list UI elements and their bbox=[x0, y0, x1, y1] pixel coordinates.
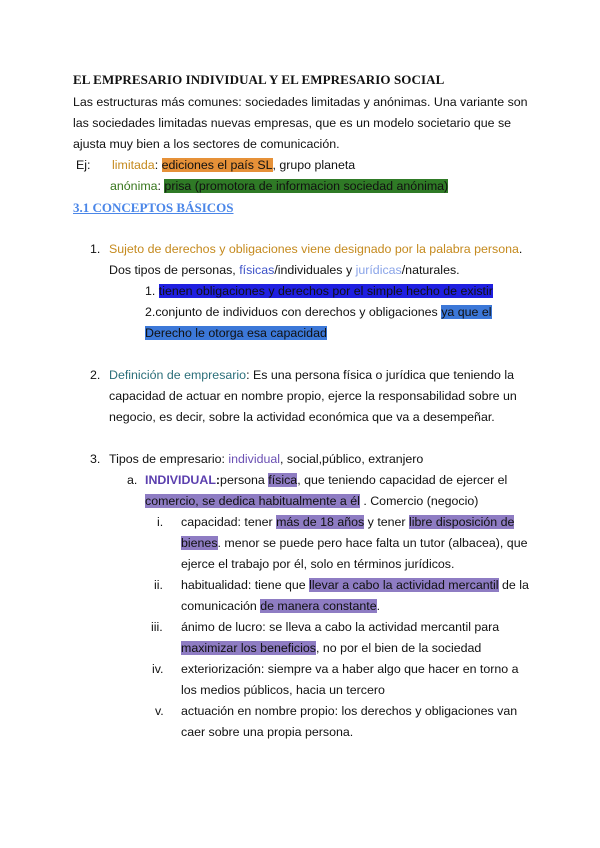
section-title: 3.1 CONCEPTOS BÁSICOS bbox=[73, 200, 234, 215]
highlight-mas-18: más de 18 años bbox=[276, 515, 365, 529]
roman-i-line-1: capacidad: tener más de 18 años y tener libre disposición de bbox=[181, 515, 515, 529]
roman-v-line-2: caer sobre una propia persona. bbox=[181, 725, 354, 739]
roman-v-number: v. bbox=[155, 704, 164, 718]
highlight-libre-disposicion: libre disposición de bbox=[409, 515, 515, 529]
item-2-line-2: capacidad de actuar en nombre propio, ejerce la responsabilidad sobre un bbox=[109, 389, 517, 403]
roman-iii-line-1: ánimo de lucro: se lleva a cabo la actividad mercantil para bbox=[181, 620, 500, 634]
intro-line-3: ajusta muy bien a los sectores de comunicación. bbox=[73, 137, 340, 151]
example-label: Ej: bbox=[76, 158, 91, 172]
term-individual-heading: INDIVIDUAL bbox=[145, 473, 216, 487]
item-2-line-3: negocio, es decir, sobre la actividad económica que va a desempeñar. bbox=[109, 410, 495, 424]
item-3a-line-2: comercio, se dedica habitualmente a él . Comercio (negocio) bbox=[145, 494, 479, 508]
highlight-fisica: física bbox=[268, 473, 298, 487]
highlight-prisa: prisa (promotora de informacion sociedad anónima) bbox=[164, 179, 449, 193]
roman-ii-line-1: habitualidad: tiene que llevar a cabo la actividad mercantil de la bbox=[181, 578, 529, 592]
roman-iii-number: iii. bbox=[151, 620, 163, 634]
term-definicion: Definición de empresario bbox=[109, 368, 247, 382]
item-3-number: 3. bbox=[90, 452, 101, 466]
highlight-manera-constante: de manera constante bbox=[260, 599, 377, 613]
item-1-sub-2: 2.conjunto de individuos con derechos y obligaciones ya que el bbox=[145, 305, 492, 319]
item-1-sub-1: 1. tienen obligaciones y derechos por el simple hecho de existir bbox=[145, 284, 493, 298]
example-row-anonima: anónima: prisa (promotora de informacion sociedad anónima) bbox=[110, 179, 449, 193]
roman-ii-line-2: comunicación de manera constante. bbox=[181, 599, 381, 613]
term-individual: individual bbox=[228, 452, 281, 466]
highlight-existir: tienen obligaciones y derechos por el simple hecho de existir bbox=[158, 284, 493, 298]
roman-i-line-2: bienes. menor se puede pero hace falta un tutor (albacea), que bbox=[181, 536, 528, 550]
roman-iii-line-2: maximizar los beneficios, no por el bien de la sociedad bbox=[181, 641, 482, 655]
item-1-line-2: Dos tipos de personas, físicas/individuales y jurídicas/naturales. bbox=[109, 263, 460, 277]
item-1-number: 1. bbox=[90, 242, 101, 256]
highlight-derecho: Derecho le otorga esa capacidad bbox=[145, 326, 327, 340]
roman-iv-line-1: exteriorización: siempre va a haber algo que hacer en torno a bbox=[181, 662, 519, 676]
item-3a-line-1: INDIVIDUAL:persona física, que teniendo capacidad de ejercer el bbox=[145, 473, 508, 487]
term-fisicas: físicas bbox=[239, 263, 275, 277]
highlight-bienes: bienes bbox=[181, 536, 218, 550]
roman-iv-number: iv. bbox=[152, 662, 164, 676]
roman-i-line-3: ejerce el trabajo por él, solo en términos jurídicos. bbox=[181, 557, 455, 571]
item-2-number: 2. bbox=[90, 368, 101, 382]
roman-i-number: i. bbox=[157, 515, 164, 529]
item-3-line-1: Tipos de empresario: individual, social,público, extranjero bbox=[109, 452, 424, 466]
highlight-actividad-mercantil: llevar a cabo la actividad mercantil bbox=[309, 578, 499, 592]
highlight-comercio: comercio, se dedica habitualmente a él bbox=[145, 494, 360, 508]
example-row-limitada: limitada: ediciones el país SL, grupo planeta bbox=[112, 158, 356, 172]
term-juridicas: jurídicas bbox=[355, 263, 402, 277]
item-3a-number: a. bbox=[127, 473, 138, 487]
highlight-ediciones: ediciones el país SL bbox=[161, 158, 273, 172]
roman-iv-line-2: los medios públicos, hacia un tercero bbox=[181, 683, 385, 697]
highlight-ya-que: ya que el bbox=[441, 305, 492, 319]
term-anonima: anónima bbox=[110, 179, 158, 193]
highlight-maximizar: maximizar los beneficios bbox=[181, 641, 316, 655]
document-title: EL EMPRESARIO INDIVIDUAL Y EL EMPRESARIO SOCIAL bbox=[73, 72, 445, 87]
item-2-line-1: Definición de empresario: Es una persona física o jurídica que teniendo la bbox=[109, 368, 515, 382]
intro-line-1: Las estructuras más comunes: sociedades limitadas y anónimas. Una variante son bbox=[73, 95, 528, 109]
item-1-sub-2-cont bbox=[145, 325, 327, 342]
intro-line-2: las sociedades limitadas nuevas empresas, que es un modelo societario que se bbox=[73, 116, 512, 130]
item-1-line-1: Sujeto de derechos y obligaciones viene designado por la palabra persona. bbox=[109, 242, 523, 256]
term-limitada: limitada bbox=[112, 158, 155, 172]
roman-v-line-1: actuación en nombre propio: los derechos y obligaciones van bbox=[181, 704, 518, 718]
roman-ii-number: ii. bbox=[154, 578, 163, 592]
